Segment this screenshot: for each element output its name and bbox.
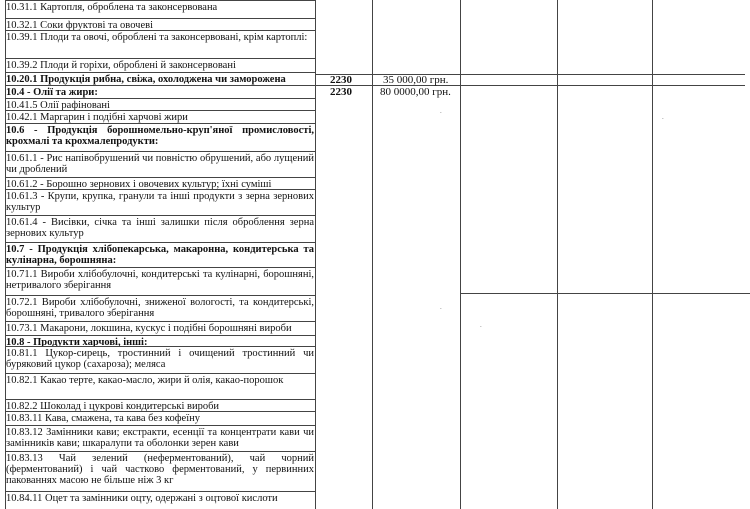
budget-code-fish: 2230 bbox=[330, 74, 352, 86]
table-row: 10.20.1 Продукція рибна, свіжа, охолоджена чи заморожена bbox=[5, 72, 315, 85]
table-row: 10.42.1 Маргарин і подібні харчові жири bbox=[5, 110, 315, 123]
table-row: 10.82.1 Какао терте, какао-масло, жири й олія, какао-порошок bbox=[5, 373, 315, 399]
table-row: 10.8 - Продукти харчові, інші: bbox=[5, 335, 315, 346]
table-row: 10.61.1 - Рис напівобрушений чи повністю обрушений, або лущений чи дроблений bbox=[6, 153, 314, 175]
table-row: 10.83.13 Чай зелений (неферментований), чай чорний (ферментований) і чай частково ферментований, у первинних пакованнях масою не більше ніж 3 кг bbox=[5, 451, 315, 491]
table-row: 10.41.5 Олії рафіновані bbox=[5, 98, 315, 110]
scan-speck: . bbox=[440, 107, 442, 115]
row-border-fish-top bbox=[315, 74, 745, 75]
table-row: 10.73.1 Макарони, локшина, кускус і подібні борошняні вироби bbox=[5, 321, 315, 335]
table-row: 10.61.4 - Висівки, січка та інші залишки після оброблення зерна зернових культур bbox=[5, 215, 315, 242]
table-row: 10.7 - Продукція хлібопекарська, макаронна, кондитерська та кулінарна, борошняна: bbox=[6, 244, 314, 266]
scan-speck: . bbox=[480, 321, 482, 329]
table-row: 10.81.1 Цукор-сирець, тростинний і очищений тростинний чи буряковий цукор (сахароза); меляса bbox=[5, 346, 315, 373]
scan-speck: . bbox=[662, 113, 664, 121]
table-border-left bbox=[5, 0, 6, 509]
column-divider-code bbox=[315, 0, 316, 509]
table-row: 10.31.1 Картопля, оброблена та законсервована bbox=[5, 0, 315, 18]
column-divider-amount bbox=[372, 0, 373, 509]
table-row: 10.71.1 Вироби хлібобулочні, кондитерські та кулінарні, борошняні, нетривалого зберігання bbox=[5, 267, 315, 295]
scan-speck: . bbox=[440, 303, 442, 311]
table-row: 10.39.1 Плоди та овочі, оброблені та законсервовані, крім картоплі: bbox=[5, 30, 315, 58]
column-divider-5 bbox=[652, 0, 653, 509]
amount-oils: 80 0000,00 грн. bbox=[380, 86, 451, 98]
budget-code-oils: 2230 bbox=[330, 86, 352, 98]
row-border-bakery-top bbox=[460, 293, 750, 294]
table-row: 10.6 - Продукція борошномельно-круп'яної промисловості, крохмалі та крохмалепродукти: bbox=[5, 123, 315, 151]
table-row: 10.61.3 - Крупи, крупка, гранули та інші продукти з зерна зернових культур bbox=[6, 191, 314, 213]
table-row: 10.32.1 Соки фруктові та овочеві bbox=[5, 18, 315, 30]
table-row: 10.39.2 Плоди й горіхи, оброблені й законсервовані bbox=[5, 58, 315, 72]
table-row: 10.61.2 - Борошно зернових і овочевих культур; їхні суміші bbox=[5, 177, 315, 189]
column-divider-4 bbox=[557, 0, 558, 509]
column-divider-3 bbox=[460, 0, 461, 509]
table-row: 10.83.12 Замінники кави; екстракти, есенції та концентрати кави чи замінників кави; шкаралупи та оболонки зерен кави bbox=[6, 427, 314, 449]
table-row: 10.83.11 Кава, смажена, та кава без кофеїну bbox=[5, 411, 315, 425]
table-row: 10.4 - Олії та жири: bbox=[5, 85, 315, 98]
table-row: 10.72.1 Вироби хлібобулочні, зниженої вологості, та кондитерські, борошняні, тривалого зберігання bbox=[6, 297, 314, 319]
table-row: 10.82.2 Шоколад і цукрові кондитерські вироби bbox=[5, 399, 315, 411]
amount-fish: 35 000,00 грн. bbox=[383, 74, 449, 86]
table-row: 10.84.11 Оцет та замінники оцту, одержані з оцтової кислоти bbox=[5, 491, 315, 509]
